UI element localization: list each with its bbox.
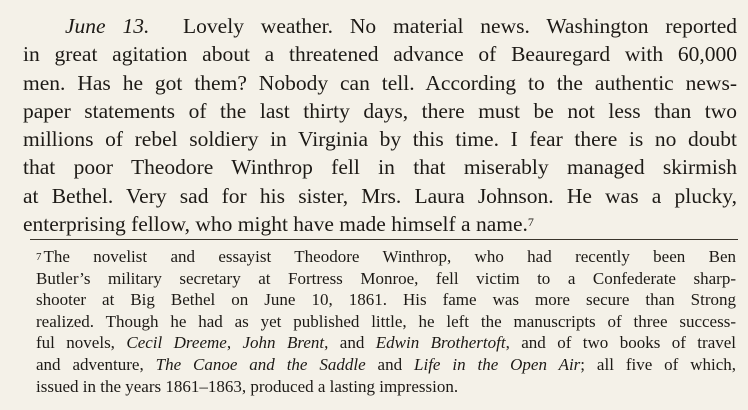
book-title-life-open-air: Life in the Open Air — [414, 354, 581, 374]
footnote-text-5c: , and — [324, 333, 376, 353]
entry-date: June 13. — [65, 14, 150, 38]
entry-text-1: Lovely weather. No material news. Washington reported — [183, 14, 738, 38]
footnote — [36, 246, 736, 397]
footnote-text-5a: ful novels, — [36, 333, 127, 353]
book-title-john-brent: John Brent — [242, 333, 325, 353]
entry-line-7: at Bethel. Very sad for his sister, Mrs. Laura Johnson. He was a plucky, — [23, 183, 737, 208]
footnote-number: 7 — [36, 251, 42, 263]
footnote-text-1: The novelist and essayist Theodore Winthrop, who had recently been Ben — [43, 247, 736, 266]
footnote-text-6c: ; all five of which, — [580, 354, 736, 374]
footnote-text-6b: and — [365, 354, 415, 374]
entry-line-1 — [23, 12, 737, 40]
footnote-line-4: realized. Though he had as yet published little, he left the manuscripts of three success- — [36, 311, 736, 331]
book-title-canoe-and-saddle: The Canoe and the Saddle — [155, 354, 366, 374]
diary-entry — [23, 12, 737, 238]
entry-line-5: millions of rebel soldiery in Virginia by this time. I fear there is no doubt — [23, 127, 737, 152]
footnote-reference: 7 — [527, 215, 534, 230]
footnote-line-6 — [36, 354, 736, 376]
footnote-line-2: Butler’s military secretary at Fortress Monroe, fell victim to a Confederate sharp- — [36, 268, 736, 288]
footnote-text-6a: and adventure, — [36, 354, 156, 374]
entry-text-8: enterprising fellow, who might have made himself a name. — [23, 212, 528, 237]
entry-line-3: men. Has he got them? Nobody can tell. According to the authentic news- — [23, 70, 737, 95]
entry-line-2: in great agitation about a threatened advance of Beauregard with 60,000 — [23, 42, 737, 67]
footnote-divider — [30, 239, 738, 240]
footnote-line-5 — [36, 332, 736, 354]
footnote-line-7: issued in the years 1861–1863, produced a lasting impression. — [36, 376, 459, 396]
footnote-line-1 — [36, 246, 736, 268]
footnote-line-3: shooter at Big Bethel on June 10, 1861. His fame was more secure than Strong — [36, 290, 736, 310]
book-title-cecil-dreeme: Cecil Dreeme — [126, 333, 227, 353]
book-title-edwin-brothertoft: Edwin Brothertoft — [375, 333, 506, 353]
entry-line-8 — [23, 210, 737, 238]
footnote-text-5b: , — [226, 333, 243, 353]
entry-line-4: paper statements of the last thirty days, there must be not less than two — [23, 98, 737, 123]
footnote-text-5d: , and of two books of travel — [505, 333, 737, 353]
entry-line-6: that poor Theodore Winthrop fell in that miserably managed skirmish — [23, 155, 737, 180]
